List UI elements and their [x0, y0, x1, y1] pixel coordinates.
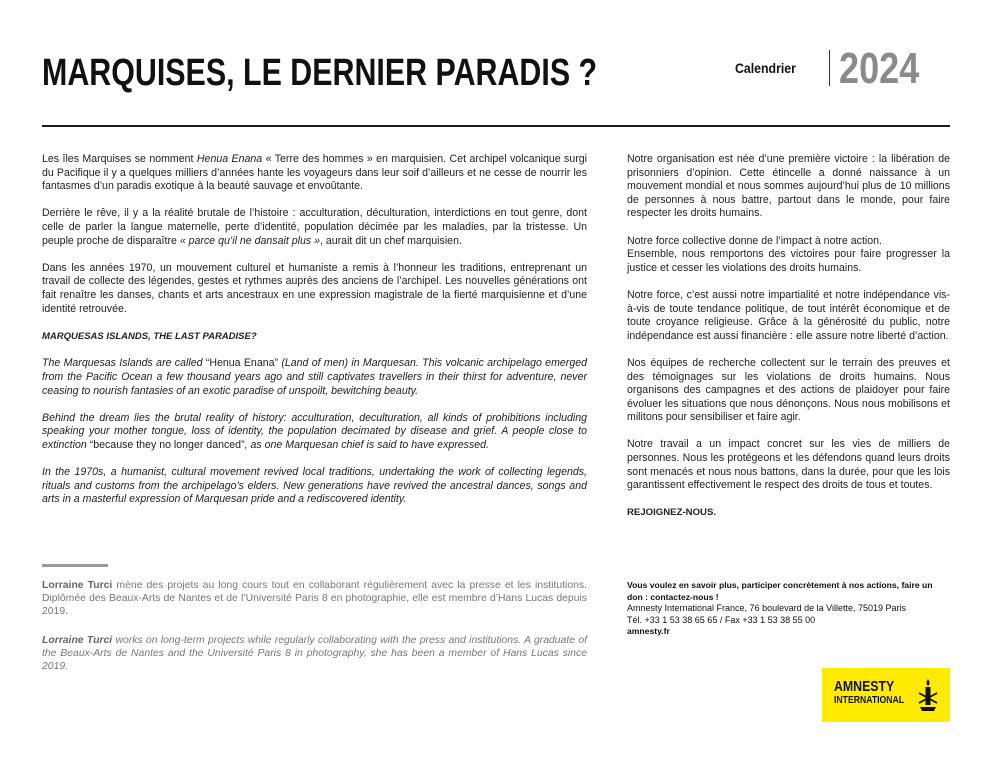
org-paragraph-2: Notre force collective donne de l’impact à notre action. Ensemble, nous remportons des victoires pour faire progresser la justice et cesser les violations des droits humains.	[627, 234, 950, 274]
year-divider	[829, 50, 830, 86]
fr-paragraph-2: Derrière le rêve, il y a la réalité brutale de l’histoire : acculturation, déculturation, interdictions en tout genre, dont celle de parler la langue maternelle, perte d’identité, population décimée par les maladies, par la tristesse. Un peuple proche de disparaître « parce qu’il ne dansait plus », aurait dit un chef marquisien.	[42, 207, 587, 247]
year: 2024	[839, 44, 920, 93]
photographer-bio-fr: Lorraine Turci mène des projets au long cours tout en collaborant régulièrement avec la presse et les institutions. Diplômée des Beaux-Arts de Nantes et de l’Université Paris 8 en photographie, elle est membre d’Hans Lucas depuis 2019.	[42, 580, 587, 618]
header-rule	[42, 125, 950, 127]
join-us: REJOIGNEZ-NOUS.	[627, 507, 717, 519]
photographer-bio-en: Lorraine Turci works on long-term projects while regularly collaborating with the press and institutions. A graduate of the Beaux-Arts de Nantes and the Université Paris 8 in photography, she has been a member of Hans Lucas since 2019.	[42, 635, 587, 673]
page-title: MARQUISES, LE DERNIER PARADIS ?	[42, 52, 598, 94]
contact-intro: Vous voulez en savoir plus, participer concrètement à nos actions, faire un don : contactez-nous !	[627, 580, 933, 602]
bio-divider	[42, 564, 108, 567]
contact-website[interactable]: amnesty.fr	[627, 626, 670, 637]
right-column	[627, 153, 950, 520]
photographer-name: Lorraine Turci	[42, 580, 113, 591]
contact-block	[627, 580, 950, 638]
calendar-label: Calendrier	[735, 60, 796, 76]
candle-icon	[917, 677, 939, 715]
org-paragraph-3: Notre force, c’est aussi notre impartialité et notre indépendance vis-à-vis de toute tendance politique, de tout intérêt économique et de toute croyance religieuse. Grâce à la générosité du public, notre indépendance est aussi financière : elle assure notre liberté d’action.	[627, 288, 950, 342]
en-paragraph-3: In the 1970s, a humanist, cultural movement revived local traditions, undertaking the work of collecting legends, rituals and customs from the archipelago’s elders. New generations have revived the ancestral dances, songs and arts in a masterful expression of Marquesan pride and a rediscovered identity.	[42, 466, 587, 506]
contact-phone: Tél. +33 1 53 38 65 65 / Fax +33 1 53 38 55 00	[627, 614, 816, 625]
logo-text	[834, 681, 916, 707]
org-paragraph-4: Nos équipes de recherche collectent sur le terrain des preuves et des témoignages sur les violations de droits humains. Nous organisons des campagnes et des actions de plaidoyer pour faire évoluer les situations que nous dénonçons. Nous nous mobilisons et militons pour sensibiliser et faire agir.	[627, 356, 950, 424]
photographer-name-en: Lorraine Turci	[42, 635, 113, 646]
en-paragraph-1: The Marquesas Islands are called “Henua Enana” (Land of men) in Marquesan. This volcanic archipelago emerged from the Pacific Ocean a few thousand years ago and still captivates travellers in their thirst for adventure, never ceasing to nourish fantasies of an exotic paradise of unspoilt, bewitching beauty.	[42, 357, 587, 397]
en-paragraph-2: Behind the dream lies the brutal reality of history: acculturation, deculturation, all kinds of prohibitions including speaking your mother tongue, loss of identity, the population decimated by disease and grief. A people close to extinction “because they no longer danced”, as one Marquesan chief is said to have expressed.	[42, 411, 587, 451]
amnesty-logo	[822, 668, 950, 722]
org-paragraph-1: Notre organisation est née d’une première victoire : la libération de prisonniers d’opinion. Cette étincelle a donné naissance à un mouvement mondial et nous sommes aujourd’hui plus de 10 millions de personnes à nous battre, partout dans le monde, pour faire respecter les droits humains.	[627, 153, 950, 220]
left-column	[42, 153, 587, 520]
en-heading: MARQUESAS ISLANDS, THE LAST PARADISE?	[42, 331, 257, 343]
fr-paragraph-3: Dans les années 1970, un mouvement culturel et humaniste a remis à l’honneur les traditions, entreprenant un travail de collecte des légendes, gestes et rythmes auprès des anciens de l’archipel. Les nouvelles générations ont fait renaître les danses, chants et arts ancestraux en une expression magistrale de la fierté marquisienne et d’une identité retrouvée.	[42, 261, 587, 315]
logo-line-2: INTERNATIONAL	[834, 695, 905, 706]
logo-line-1: AMNESTY	[834, 679, 895, 695]
contact-address: Amnesty International France, 76 boulevard de la Villette, 75019 Paris	[627, 603, 906, 614]
org-paragraph-5: Notre travail a un impact concret sur les vies de milliers de personnes. Nous les protégeons et les défendons quand leurs droits sont menacés et nous nous battons, dans la durée, pour que les lois garantissent effectivement le respect des droits de tous et toutes.	[627, 438, 950, 492]
fr-paragraph-1: Les îles Marquises se nomment Henua Enana « Terre des hommes » en marquisien. Cet archipel volcanique surgi du Pacifique il y a quelques milliers d’années hante les voyageurs dans leur soif d’ailleurs et ne cesse de nourrir les fantasmes d’un paradis exotique à la beauté sauvage et envoûtante.	[42, 153, 588, 193]
